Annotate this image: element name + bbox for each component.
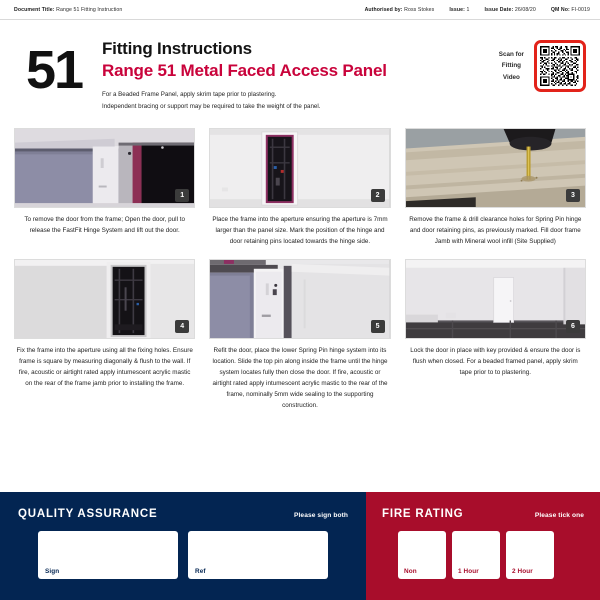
page-subtitle: Range 51 Metal Faced Access Panel <box>102 61 387 81</box>
authorised-by-value: Ross Stokes <box>404 6 435 13</box>
fire-rating-options <box>382 531 584 579</box>
step-photo-6 <box>405 259 586 339</box>
qr-caption-line-1: Scan for <box>498 51 524 59</box>
authorised-by-field <box>365 7 435 13</box>
step-card-1 <box>14 128 195 247</box>
header-note-2: Independent bracing or support may be required to take the weight of the panel. <box>102 102 321 110</box>
step-card-2 <box>209 128 390 247</box>
step-photo-1 <box>14 128 195 208</box>
issue-date-field <box>485 7 536 13</box>
step-caption-2: Place the frame into the aperture ensuring the aperture is 7mm larger than the panel size. Mark the position of the hinge and door retaining pins located towards the hinge side. <box>212 216 388 245</box>
step-badge-6: 6 <box>566 320 580 333</box>
step-badge-1: 1 <box>175 189 189 202</box>
quality-assurance-header <box>18 508 348 520</box>
page-title: Fitting Instructions <box>102 39 252 58</box>
qm-number-value: FI-0019 <box>571 6 590 13</box>
authorised-by-label: Authorised by: <box>364 6 403 13</box>
step-caption-4: Fix the frame into the aperture using all the fixing holes. Ensure frame is square by measuring diagonally & flush to the wall. If fire, acoustic or airtight rated apply intumescent acrylic mastic on the rear of the frame jamb prior to installing the frame. <box>16 347 193 387</box>
steps-row-1 <box>0 128 600 247</box>
footer-sections <box>0 492 600 600</box>
document-meta-bar <box>0 0 600 20</box>
step-photo-3 <box>405 128 586 208</box>
fire-rating-option-non[interactable] <box>398 531 446 579</box>
fire-rating-option-1-hour-label: 1 Hour <box>458 568 479 575</box>
quality-assurance-hint: Please sign both <box>294 512 348 519</box>
title-text-group <box>102 34 456 112</box>
meta-left-group <box>14 7 122 13</box>
step-photo-6-image <box>406 260 585 338</box>
fire-rating-title: FIRE RATING <box>382 508 464 520</box>
step-badge-2: 2 <box>371 189 385 202</box>
issue-label: Issue: <box>449 6 465 13</box>
step-badge-5: 5 <box>371 320 385 333</box>
header-notes <box>102 89 456 112</box>
fire-rating-option-2-hour[interactable] <box>506 531 554 579</box>
step-photo-5-image <box>210 260 389 338</box>
issue-value: 1 <box>466 6 470 13</box>
qr-caption-line-3: Video <box>502 73 520 81</box>
step-card-3 <box>405 128 586 247</box>
header-note-1: For a Beaded Frame Panel, apply skrim tape prior to plastering. <box>102 91 277 99</box>
step-photo-2 <box>209 128 390 208</box>
fire-rating-section <box>366 492 600 600</box>
issue-field <box>449 7 469 13</box>
meta-right-group <box>350 7 590 13</box>
title-block <box>0 20 600 128</box>
step-card-4 <box>14 259 195 411</box>
document-title-value: Range 51 Fitting Instruction <box>56 6 123 13</box>
fire-rating-option-non-label: Non <box>404 568 417 575</box>
qr-code-frame[interactable] <box>534 40 586 92</box>
qr-caption-line-2: Fitting <box>501 62 522 70</box>
step-card-6 <box>405 259 586 411</box>
qr-caption <box>499 49 524 82</box>
issue-date-value: 26/08/20 <box>514 6 536 13</box>
fire-rating-hint: Please tick one <box>534 512 584 519</box>
step-photo-3-image <box>406 129 585 207</box>
fire-rating-option-2-hour-label: 2 Hour <box>512 568 533 575</box>
step-card-5 <box>209 259 390 411</box>
fire-rating-option-1-hour[interactable] <box>452 531 500 579</box>
step-photo-1-image <box>15 129 194 207</box>
fire-rating-header <box>382 508 584 520</box>
qr-section <box>456 34 586 92</box>
step-photo-4 <box>14 259 195 339</box>
step-caption-5: Refit the door, place the lower Spring Pin hinge system into its location. Slide the top pin along inside the frame until the hinge system locates fully then close the door. If fire, acoustic or airtight rated apply intumescent acrylic mastic to the rear of the frame, nominally 5mm wide sealing to the supporting construction. <box>212 347 388 409</box>
step-photo-5 <box>209 259 390 339</box>
quality-assurance-title: QUALITY ASSURANCE <box>18 508 158 520</box>
step-caption-6: Lock the door in place with key provided & ensure the door is flush when closed. For a beaded framed panel, apply skrim tape prior to to plastering. <box>410 347 581 377</box>
qm-number-field <box>551 7 590 13</box>
ref-field[interactable] <box>188 531 328 579</box>
step-caption-3: Remove the frame & drill clearance holes for Spring Pin hinge and door retaining pins, as previously marked. Fill door frame Jamb with Mineral wool infill (Site Supplied) <box>409 216 582 245</box>
issue-date-label: Issue Date: <box>484 6 514 13</box>
quality-assurance-fields <box>18 531 348 579</box>
sign-field-label: Sign <box>45 568 60 575</box>
document-title-label: Document Title: <box>14 6 55 13</box>
step-photo-2-image <box>210 129 389 207</box>
sign-field[interactable] <box>38 531 178 579</box>
qr-code-icon <box>540 46 580 86</box>
ref-field-label: Ref <box>195 568 206 575</box>
step-caption-1: To remove the door from the frame; Open the door, pull to release the FastFit Hinge System and lift out the door. <box>24 216 185 234</box>
step-badge-4: 4 <box>175 320 189 333</box>
steps-row-2 <box>0 259 600 411</box>
step-photo-4-image <box>15 260 194 338</box>
qm-number-label: QM No: <box>550 6 570 13</box>
quality-assurance-section <box>0 492 366 600</box>
document-title-field <box>14 7 122 13</box>
range-number: 51 <box>26 40 83 100</box>
step-badge-3: 3 <box>566 189 580 202</box>
